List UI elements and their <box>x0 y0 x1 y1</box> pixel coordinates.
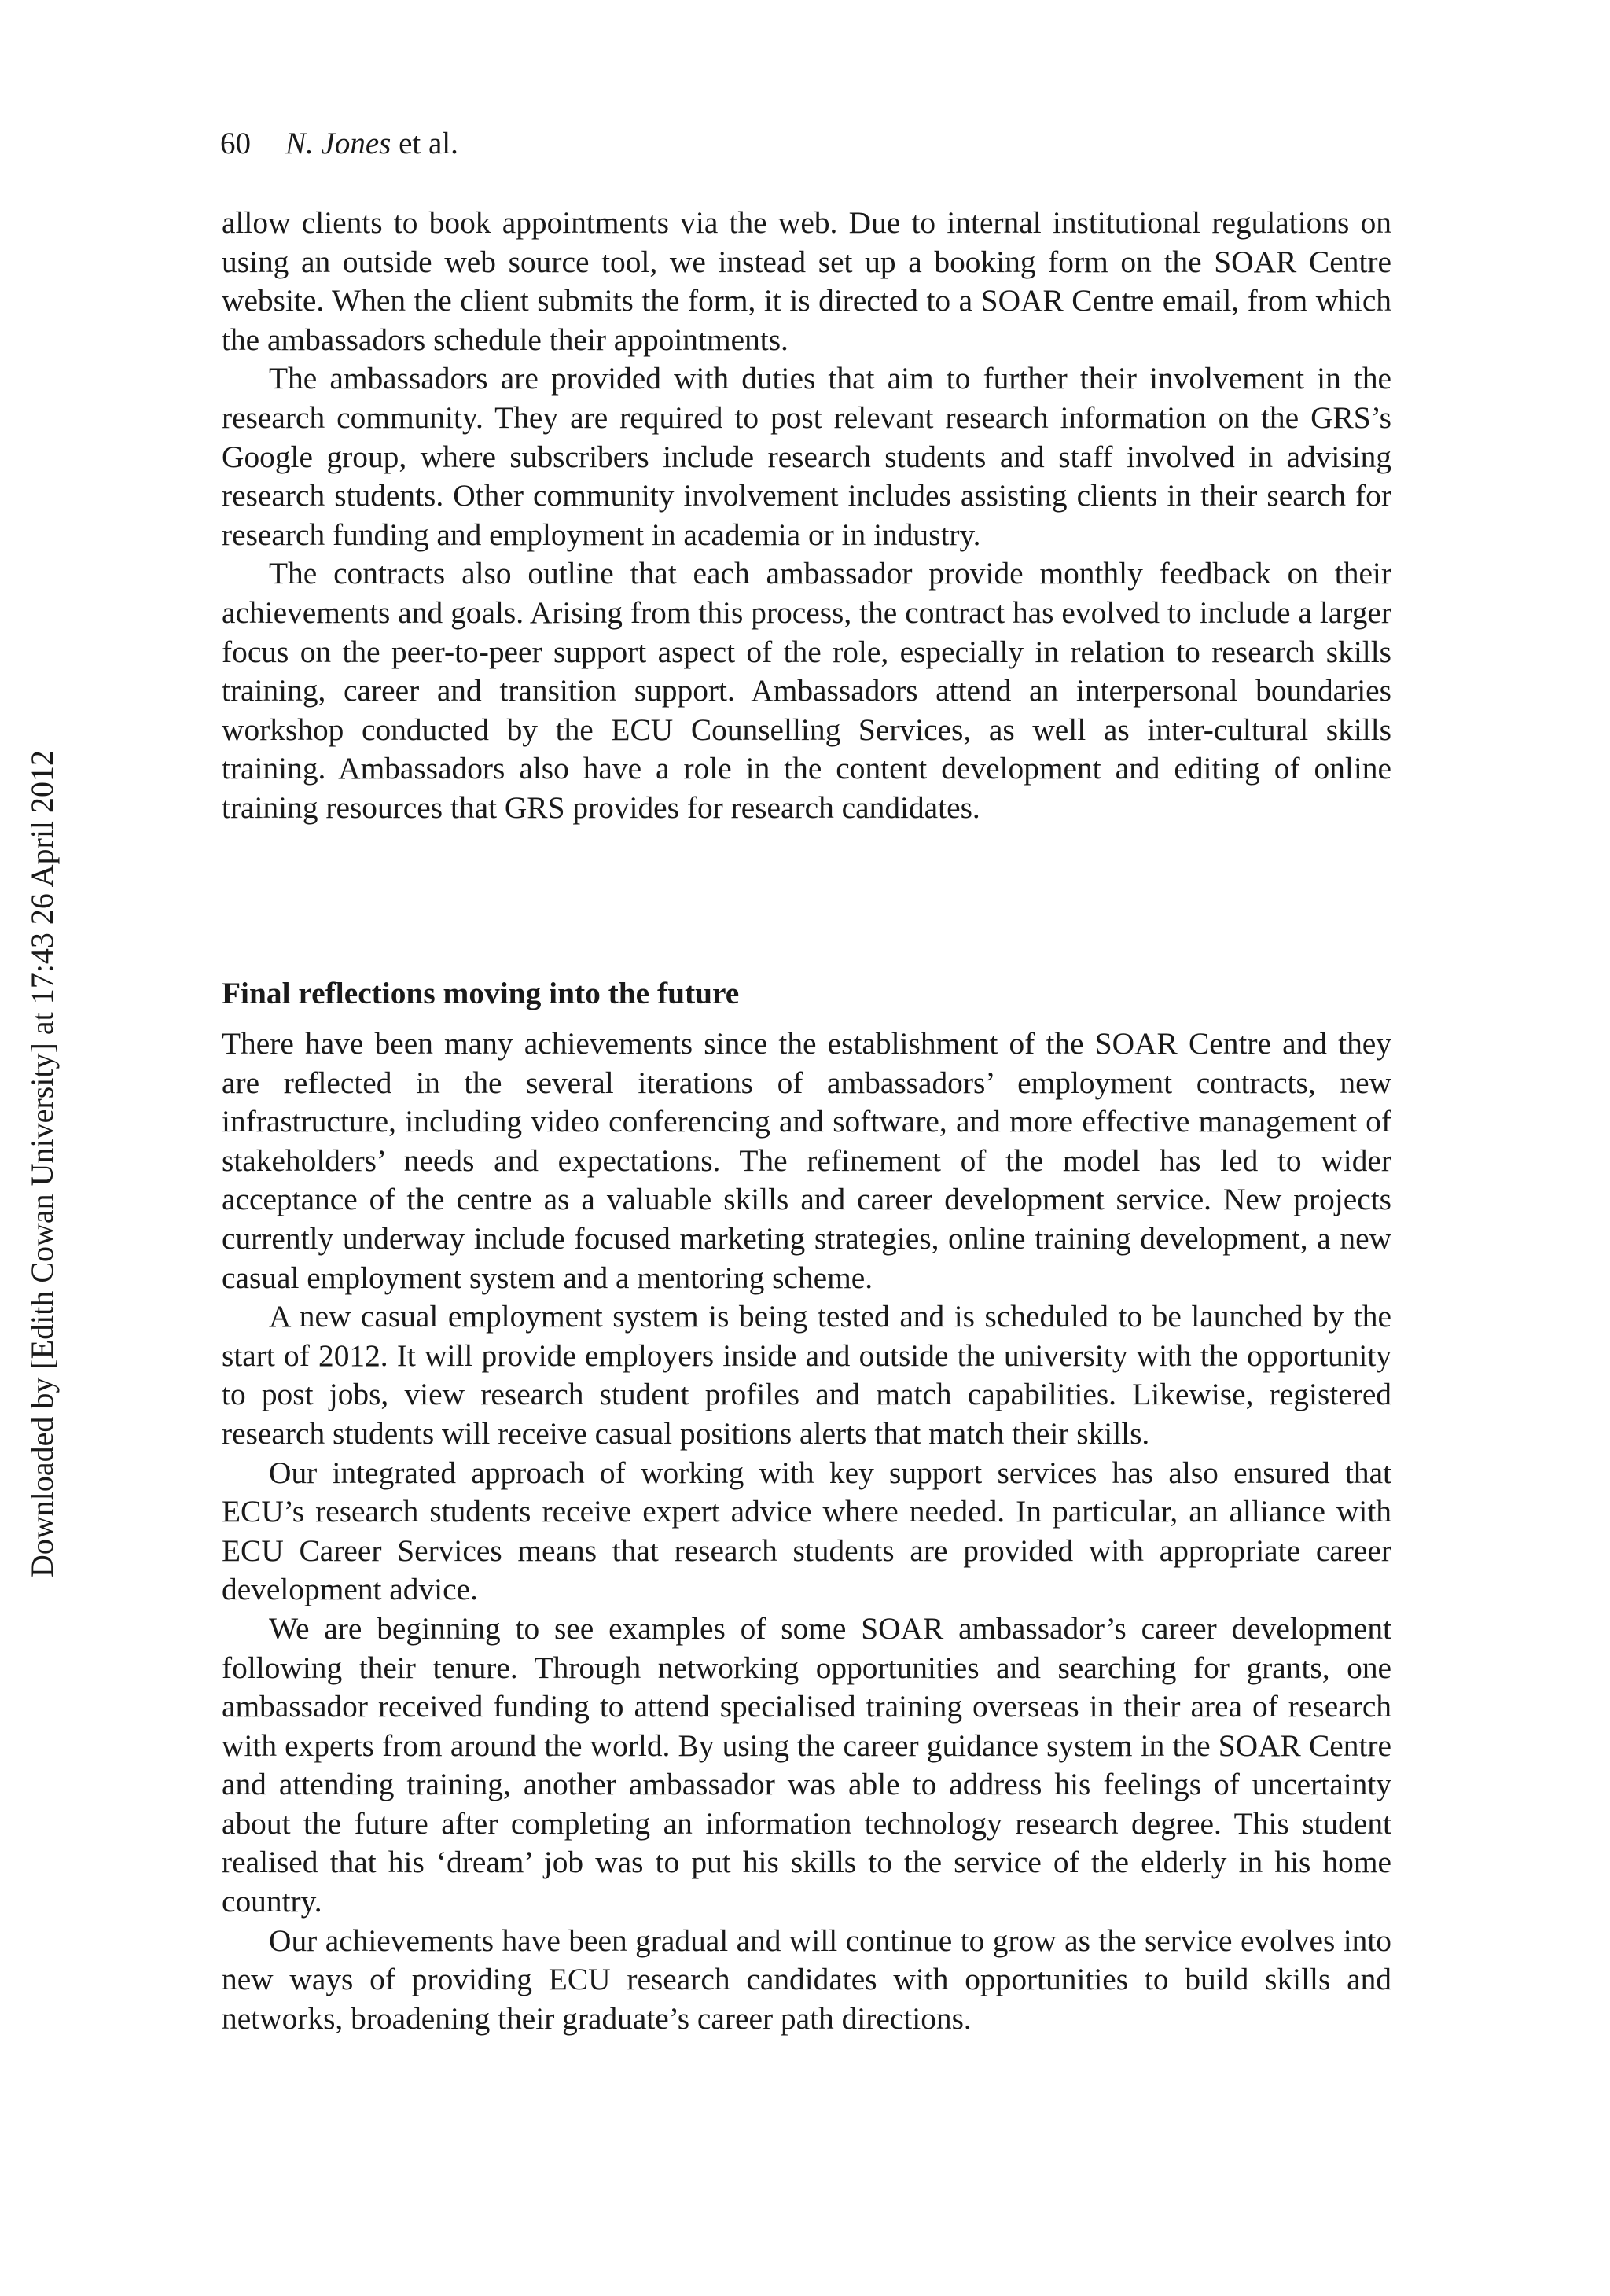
running-head-etal: et al. <box>399 127 458 160</box>
paragraph: There have been many achievements since the establishment of the SOAR Centre and they are reflected in the several iterations of ambassadors’ employment contracts, new infrastructure, including video conferencing and software, and more effective management of stakeholders’ needs and expectations. The refinement of the model has led to wider acceptance of the centre as a valuable skills and career development service. New projects currently underway include focused marketing strategies, online training development, a new casual employment system and a mentoring scheme. <box>222 1026 1391 1295</box>
paragraph: The ambassadors are provided with duties that aim to further their involvement in the research community. They are required to post relevant research information on the GRS’s Google group, where subscribers include research students and staff involved in advising research students. Other community involvement includes assisting clients in their search for research funding and employment in academia or in industry. <box>222 361 1391 552</box>
body-text-continued <box>222 204 1391 828</box>
running-head <box>220 124 458 164</box>
paragraph: Our achievements have been gradual and will continue to grow as the service evolves into new ways of providing ECU research candidates with opportunities to build skills and networks, broadening their graduate’s career path directions. <box>222 1923 1391 2036</box>
paragraph: We are beginning to see examples of some SOAR ambassador’s career development following their tenure. Through networking opportunities and searching for grants, one ambassador received funding to attend specialised training overseas in their area of research with experts from around the world. By using the career guidance system in the SOAR Centre and attending training, another ambassador was able to address his feelings of uncertainty about the future after completing an information technology research degree. This student realised that his ‘dream’ job was to put his skills to the service of the elderly in his home country. <box>222 1610 1391 1919</box>
running-head-author: N. Jones <box>285 127 391 160</box>
paragraph: A new casual employment system is being tested and is scheduled to be launched by the start of 2012. It will provide employers inside and outside the university with the opportunity to post jobs, view research student profiles and match capabilities. Likewise, registered research students will receive casual positions alerts that match their skills. <box>222 1299 1391 1451</box>
paragraph: Our integrated approach of working with key support services has also ensured that ECU’s research students receive expert advice where needed. In particular, an alliance with ECU Career Services means that research students are provided with appropriate career development advice. <box>222 1455 1391 1607</box>
section-heading: Final reflections moving into the future <box>222 976 740 1010</box>
page-number: 60 <box>220 127 251 160</box>
paragraph: allow clients to book appointments via the web. Due to internal institutional regulations on using an outside web source tool, we instead set up a booking form on the SOAR Centre website. When the client submits the form, it is directed to a SOAR Centre email, from which the ambassadors schedule their appointments. <box>222 205 1391 357</box>
download-stamp: Downloaded by [Edith Cowan University] at 17:43 26 April 2012 <box>24 749 60 1578</box>
paragraph: The contracts also outline that each ambassador provide monthly feedback on their achievements and goals. Arising from this process, the contract has evolved to include a larger focus on the peer-to-peer support aspect of the role, especially in relation to research skills training, career and transition support. Ambassadors attend an interpersonal boundaries workshop conducted by the ECU Counselling Services, as well as inter-cultural skills training. Ambassadors also have a role in the content development and editing of online training resources that GRS provides for research candidates. <box>222 556 1391 825</box>
body-text-final-reflections <box>222 1025 1391 2038</box>
